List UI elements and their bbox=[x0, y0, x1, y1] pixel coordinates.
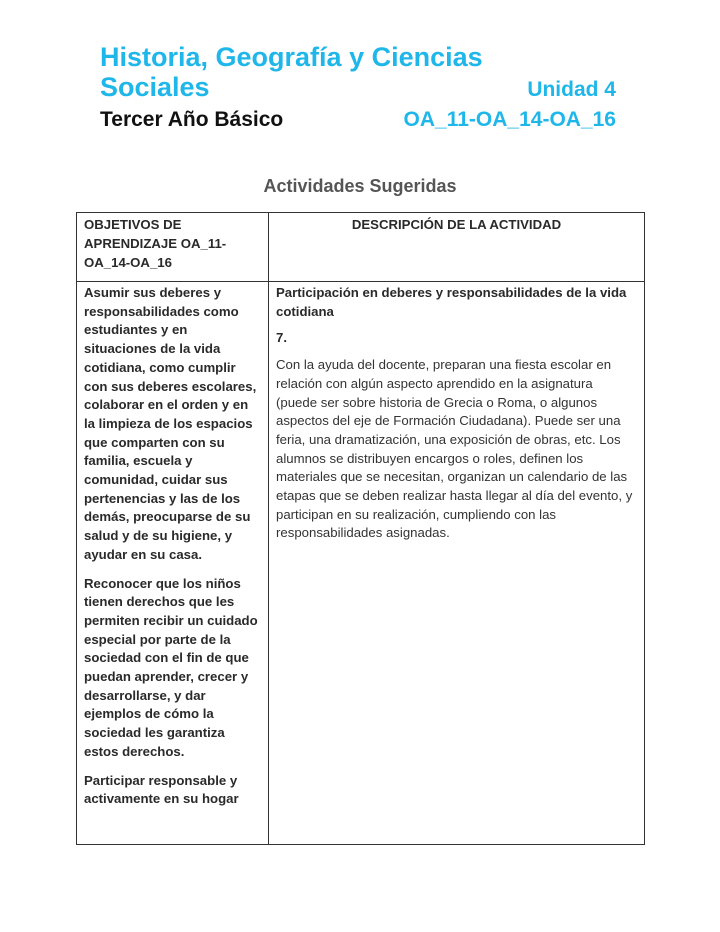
objective-item: Asumir sus deberes y responsabilidades como estudiantes y en situaciones de la vida cotidiana, como cumplir con sus deberes escolares, colaborar en el orden y en la limpieza de los espacios que comparten con su familia, escuela y comunidad, cuidar sus pertenencias y las de los demás, preocuparse de su salud y de su higiene, y ayudar en su casa. bbox=[84, 285, 257, 562]
description-header: DESCRIPCIÓN DE LA ACTIVIDAD bbox=[269, 213, 645, 282]
grade-row bbox=[100, 104, 616, 132]
objectives-header: OBJETIVOS DE APRENDIZAJE OA_11-OA_14-OA_16 bbox=[77, 213, 269, 282]
subject-title-line1: Historia, Geografía y Ciencias bbox=[100, 42, 483, 72]
subject-title-line2: Sociales bbox=[100, 72, 210, 102]
activity-title: Participación en deberes y responsabilidades de la vida cotidiana bbox=[276, 285, 627, 319]
document-header bbox=[100, 42, 616, 132]
oa-codes: OA_11-OA_14-OA_16 bbox=[403, 108, 616, 131]
table-header-row bbox=[77, 213, 645, 282]
section-title: Actividades Sugeridas bbox=[263, 176, 457, 196]
activity-number: 7. bbox=[276, 330, 287, 346]
activities-table bbox=[76, 212, 645, 845]
subject-row bbox=[100, 72, 616, 102]
objective-item: Reconocer que los niños tienen derechos que les permiten recibir un cuidado especial por parte de la sociedad con el fin de que puedan aprender, crecer y desarrollarse, y dar ejemplos de cómo la sociedad les garantiza estos derechos. bbox=[84, 575, 258, 759]
grade-label: Tercer Año Básico bbox=[100, 108, 284, 131]
table-row bbox=[77, 282, 645, 845]
unit-label: Unidad 4 bbox=[527, 78, 616, 101]
objectives-cell bbox=[77, 282, 269, 845]
activity-cell bbox=[269, 282, 645, 845]
activity-description: Con la ayuda del docente, preparan una fiesta escolar en relación con algún aspecto aprendido en la asignatura (puede ser sobre historia de Grecia o Roma, o algunos aspectos del eje de Formación Ciudadana). Puede ser una feria, una dramatización, una exposición de obras, etc. Los alumnos se distribuyen encargos o roles, definen los materiales que se necesitan, organizan un calendario de las etapas que se deben realizar hasta llegar al día del evento, y participan en su realización, cumpliendo con las responsabilidades asignadas. bbox=[276, 357, 633, 541]
objective-item: Participar responsable y activamente en su hogar bbox=[84, 772, 239, 807]
